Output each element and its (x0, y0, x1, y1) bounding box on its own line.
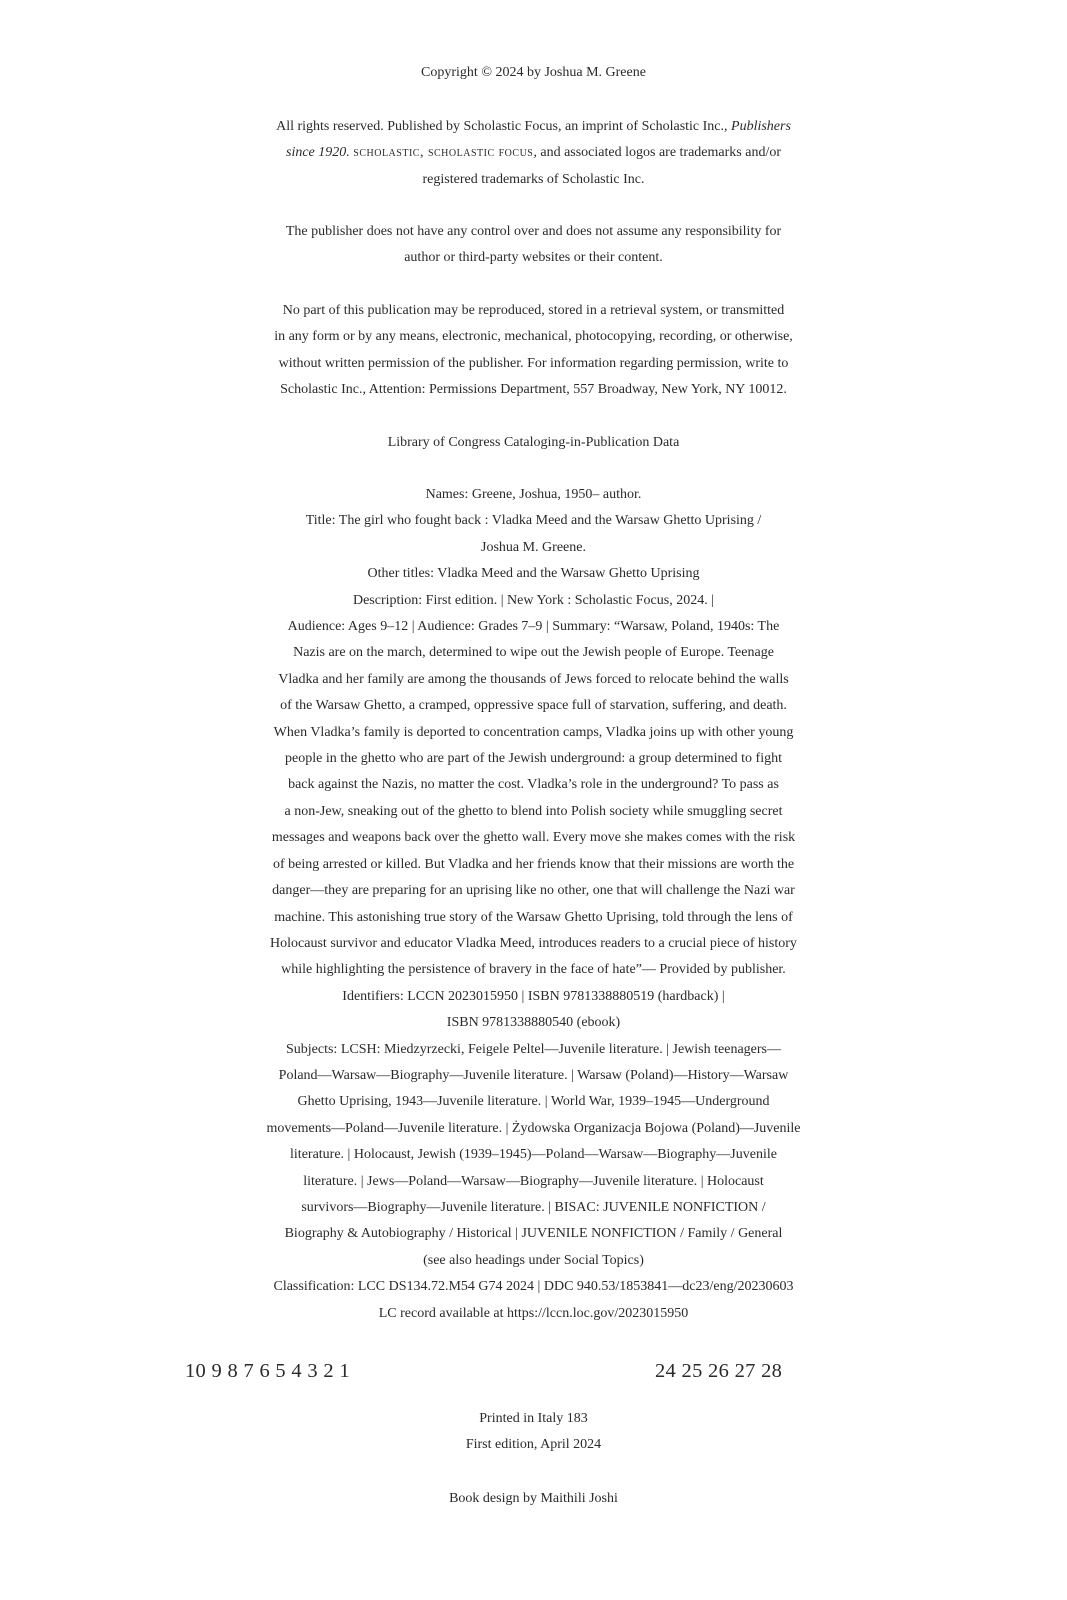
rights-line-2: since 1920. scholastic, scholastic focus, and associated logos are trademarks and/or (286, 145, 781, 161)
cip-heading: Library of Congress Cataloging-in-Publication Data (387, 435, 680, 450)
reproduction-paragraph: No part of this publication may be reproduced, stored in a retrieval system, or transmitted in any form or by any means, electronic, mechanical, photocopying, recording, or otherwise, without written permission of the publisher. For information regarding permission, write to Scholastic Inc., Attention: Permissions Department, 557 Broadway, New York, NY 10012. (274, 303, 793, 398)
responsibility-paragraph: The publisher does not have any control over and does not assume any responsibility for author or third-party websites or their content. (285, 224, 782, 266)
printing-line-numbers: 10 9 8 7 6 5 4 3 2 1 (185, 1360, 350, 1382)
rights-paragraph (0, 114, 1067, 193)
cip-record: Names: Greene, Joshua, 1950– author. Title: The girl who fought back : Vladka Meed and the Warsaw Ghetto Uprising / Joshua M. Greene. Other titles: Vladka Meed and the Warsaw Ghetto Uprising Description: First edition. | New York : Scholastic Focus, 2024. | Audience: Ages 9–12 | Audience: Grades 7–9 | Summary: “Warsaw, Poland, 1940s: The Nazis are on the march, determined to wipe out the Jewish people of Europe. Teenage Vladka and her family are among the thousands of Jews forced to relocate behind the walls of the Warsaw Ghetto, a cramped, oppressive space full of starvation, suffering, and death. When Vladka’s family is deported to concentration camps, Vladka joins up with other young people in the ghetto who are part of the Jewish underground: a group determined to fight back against the Nazis, no matter the cost. Vladka’s role in the underground? To pass as a non-Jew, sneaking out of the ghetto to blend into Polish society while smuggling secret messages and weapons back over the ghetto wall. Every move she makes comes with the risk of being arrested or killed. But Vladka and her friends know that their missions are worth the danger—they are preparing for an uprising like no other, one that will challenge the Nazi war machine. This astonishing true story of the Warsaw Ghetto Uprising, told through the lens of Holocaust survivor and educator Vladka Meed, introduces readers to a crucial piece of history while highlighting the persistence of bravery in the face of hate”— Provided by publisher. Identifiers: LCCN 2023015950 | ISBN 9781338880519 (hardback) | ISBN 9781338880540 (ebook) Subjects: LCSH: Miedzyrzecki, Feigele Peltel—Juvenile literature. | Jewish teenagers— Poland—Warsaw—Biography—Juvenile literature. | Warsaw (Poland)—History—Warsaw Ghetto Uprising, 1943—Juvenile literature. | World War, 1939–1945—Underground movements—Poland—Juvenile literature. | Żydowska Organizacja Bojowa (Poland)—Juvenile literature. | Holocaust, Jewish (1939–1945)—Poland—Warsaw—Biography—Juvenile literature. | Jews—Poland—Warsaw—Biography—Juvenile literature. | Holocaust survivors—Biography—Juvenile literature. | BISAC: JUVENILE NONFICTION / Biography & Autobiography / Historical | JUVENILE NONFICTION / Family / General (see also headings under Social Topics) Classification: LCC DS134.72.M54 G74 2024 | DDC 940.53/1853841—dc23/eng/20230603 LC record available at https://lccn.loc.gov/2023015950 (266, 487, 801, 1321)
rights-line-3: registered trademarks of Scholastic Inc. (422, 171, 645, 187)
rights-line-1: All rights reserved. Published by Scholastic Focus, an imprint of Scholastic Inc., Publishers (276, 119, 791, 134)
printing-year-numbers: 24 25 26 27 28 (655, 1360, 783, 1382)
copyright-line: Copyright © 2024 by Joshua M. Greene (421, 65, 646, 80)
printing-info: Printed in Italy 183 First edition, April 2024 (465, 1411, 602, 1453)
design-credit: Book design by Maithili Joshi (449, 1491, 618, 1506)
